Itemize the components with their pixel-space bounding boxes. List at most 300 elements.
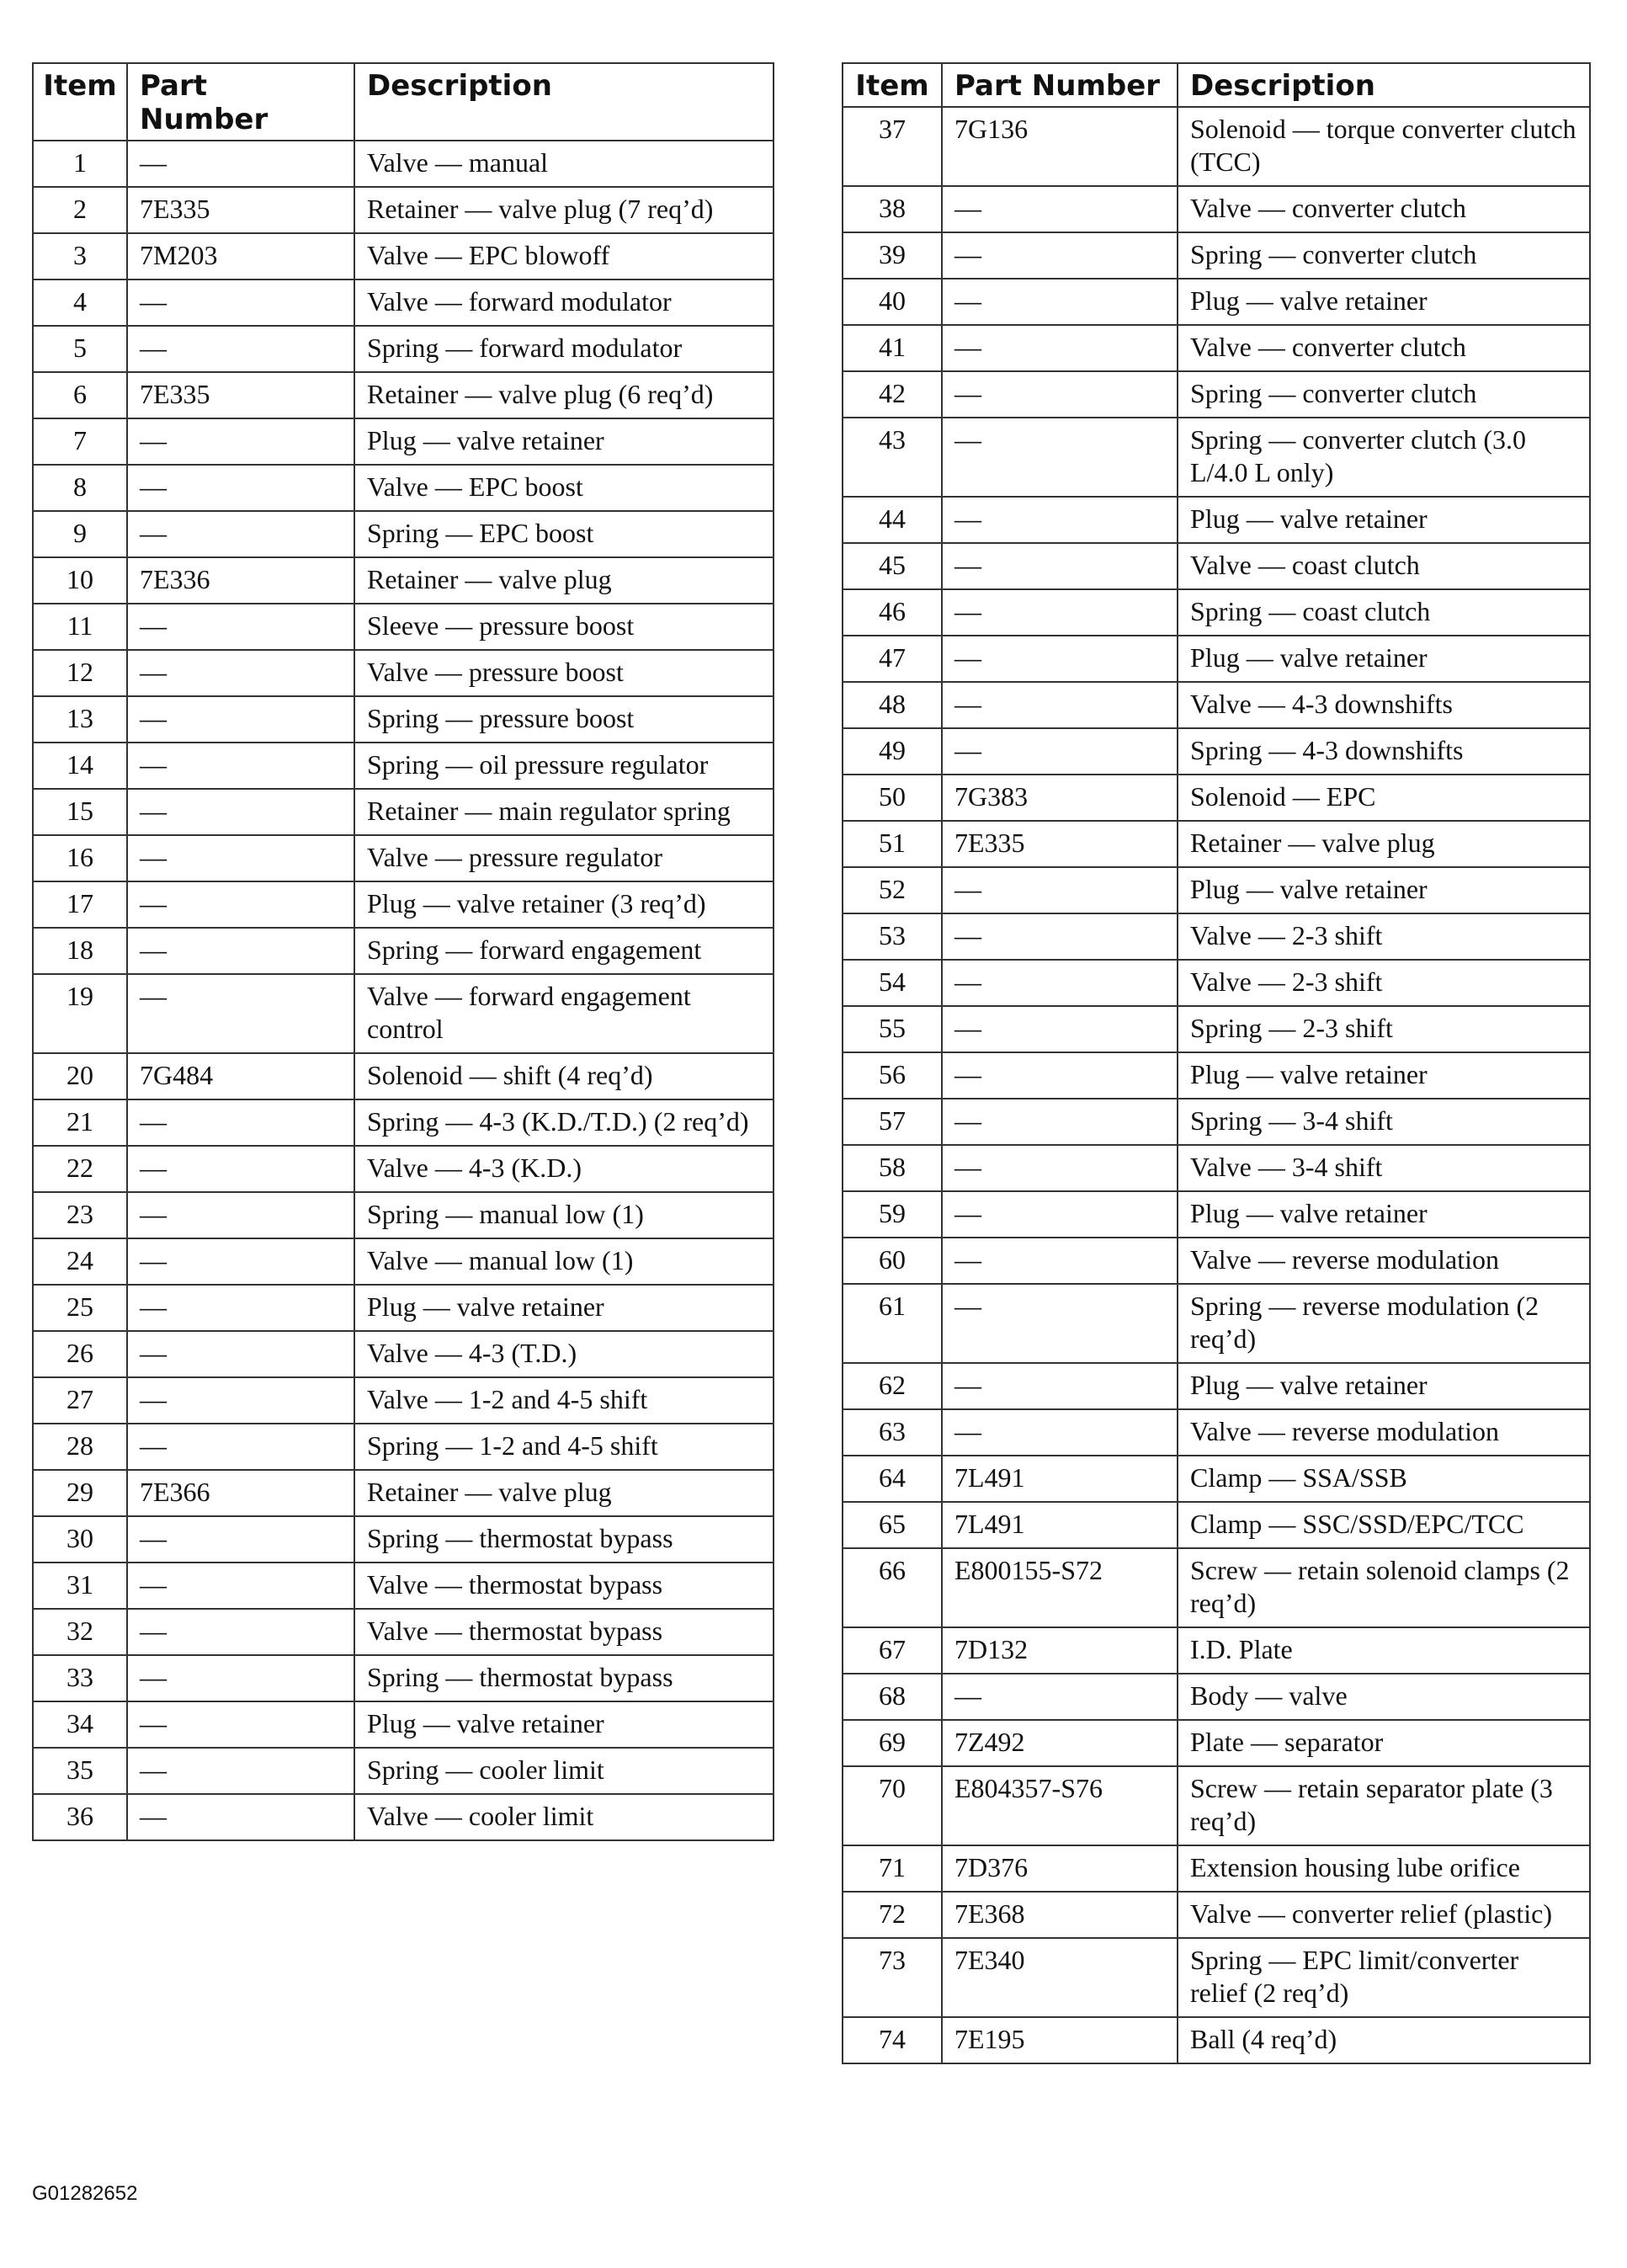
part-number-cell: — bbox=[127, 141, 354, 187]
table-row bbox=[843, 1409, 1590, 1456]
item-cell: 61 bbox=[843, 1284, 942, 1363]
description-cell: Retainer — valve plug bbox=[354, 1470, 774, 1516]
item-cell: 31 bbox=[33, 1563, 127, 1609]
part-number-cell: — bbox=[127, 743, 354, 789]
table-body-left bbox=[33, 141, 774, 1840]
table-row bbox=[33, 326, 774, 372]
description-cell: Solenoid — shift (4 req’d) bbox=[354, 1053, 774, 1099]
table-row bbox=[843, 1845, 1590, 1892]
description-cell: Retainer — main regulator spring bbox=[354, 789, 774, 835]
item-cell: 47 bbox=[843, 636, 942, 682]
item-cell: 6 bbox=[33, 372, 127, 418]
item-cell: 14 bbox=[33, 743, 127, 789]
part-number-cell: — bbox=[127, 604, 354, 650]
item-cell: 21 bbox=[33, 1099, 127, 1146]
part-number-cell: — bbox=[127, 1192, 354, 1238]
part-number-cell: 7E366 bbox=[127, 1470, 354, 1516]
description-cell: Spring — EPC limit/converter relief (2 req’d) bbox=[1178, 1938, 1590, 2017]
description-cell: Clamp — SSC/SSD/EPC/TCC bbox=[1178, 1502, 1590, 1548]
item-cell: 32 bbox=[33, 1609, 127, 1655]
item-cell: 37 bbox=[843, 107, 942, 186]
description-cell: Solenoid — EPC bbox=[1178, 775, 1590, 821]
description-cell: Solenoid — torque converter clutch (TCC) bbox=[1178, 107, 1590, 186]
description-cell: Plug — valve retainer (3 req’d) bbox=[354, 881, 774, 928]
table-row bbox=[843, 418, 1590, 497]
description-cell: Valve — reverse modulation bbox=[1178, 1409, 1590, 1456]
table-row bbox=[843, 186, 1590, 232]
description-cell: Spring — converter clutch bbox=[1178, 232, 1590, 279]
description-cell: Valve — 3-4 shift bbox=[1178, 1145, 1590, 1191]
table-row bbox=[33, 835, 774, 881]
part-number-cell: — bbox=[942, 418, 1178, 497]
description-cell: Spring — cooler limit bbox=[354, 1748, 774, 1794]
description-cell: Valve — pressure boost bbox=[354, 650, 774, 696]
table-row bbox=[843, 1191, 1590, 1238]
item-cell: 11 bbox=[33, 604, 127, 650]
item-cell: 64 bbox=[843, 1456, 942, 1502]
part-number-cell: — bbox=[127, 974, 354, 1053]
parts-table-right bbox=[842, 62, 1591, 2064]
part-number-cell: — bbox=[942, 497, 1178, 543]
item-cell: 48 bbox=[843, 682, 942, 728]
item-cell: 3 bbox=[33, 233, 127, 280]
description-cell: Spring — 2-3 shift bbox=[1178, 1006, 1590, 1052]
table-row bbox=[843, 325, 1590, 371]
description-cell: Screw — retain solenoid clamps (2 req’d) bbox=[1178, 1548, 1590, 1627]
item-cell: 71 bbox=[843, 1845, 942, 1892]
item-cell: 9 bbox=[33, 511, 127, 557]
item-cell: 54 bbox=[843, 960, 942, 1006]
part-number-cell: — bbox=[127, 1516, 354, 1563]
header-description: Description bbox=[1178, 63, 1590, 107]
description-cell: Plug — valve retainer bbox=[1178, 636, 1590, 682]
item-cell: 19 bbox=[33, 974, 127, 1053]
table-row bbox=[33, 1146, 774, 1192]
description-cell: Retainer — valve plug bbox=[354, 557, 774, 604]
description-cell: Valve — EPC boost bbox=[354, 465, 774, 511]
part-number-cell: — bbox=[942, 232, 1178, 279]
table-row bbox=[843, 497, 1590, 543]
table-row bbox=[843, 2017, 1590, 2063]
table-row bbox=[843, 913, 1590, 960]
part-number-cell: 7E368 bbox=[942, 1892, 1178, 1938]
table-row bbox=[33, 511, 774, 557]
item-cell: 72 bbox=[843, 1892, 942, 1938]
table-row bbox=[843, 1099, 1590, 1145]
part-number-cell: — bbox=[942, 1674, 1178, 1720]
table-row bbox=[843, 1766, 1590, 1845]
part-number-cell: — bbox=[127, 1655, 354, 1701]
description-cell: Plug — valve retainer bbox=[354, 418, 774, 465]
table-row bbox=[843, 1238, 1590, 1284]
table-row bbox=[33, 1331, 774, 1377]
part-number-cell: — bbox=[127, 1377, 354, 1424]
item-cell: 13 bbox=[33, 696, 127, 743]
description-cell: Plug — valve retainer bbox=[354, 1285, 774, 1331]
table-row bbox=[33, 372, 774, 418]
parts-table-left bbox=[32, 62, 774, 1841]
table-row bbox=[33, 280, 774, 326]
item-cell: 38 bbox=[843, 186, 942, 232]
table-row bbox=[843, 279, 1590, 325]
table-row bbox=[33, 1655, 774, 1701]
description-cell: Valve — 2-3 shift bbox=[1178, 960, 1590, 1006]
part-number-cell: — bbox=[942, 325, 1178, 371]
description-cell: Extension housing lube orifice bbox=[1178, 1845, 1590, 1892]
part-number-cell: — bbox=[127, 465, 354, 511]
part-number-cell: 7G383 bbox=[942, 775, 1178, 821]
description-cell: Retainer — valve plug bbox=[1178, 821, 1590, 867]
part-number-cell: — bbox=[942, 1409, 1178, 1456]
table-row bbox=[843, 636, 1590, 682]
description-cell: Plug — valve retainer bbox=[1178, 867, 1590, 913]
item-cell: 60 bbox=[843, 1238, 942, 1284]
part-number-cell: — bbox=[127, 1285, 354, 1331]
table-row bbox=[33, 418, 774, 465]
table-row bbox=[33, 1701, 774, 1748]
description-cell: Spring — oil pressure regulator bbox=[354, 743, 774, 789]
description-cell: Spring — 4-3 (K.D./T.D.) (2 req’d) bbox=[354, 1099, 774, 1146]
description-cell: Spring — 1-2 and 4-5 shift bbox=[354, 1424, 774, 1470]
table-row bbox=[843, 1284, 1590, 1363]
header-part-number: Part Number bbox=[942, 63, 1178, 107]
table-row bbox=[33, 974, 774, 1053]
description-cell: Valve — converter clutch bbox=[1178, 186, 1590, 232]
item-cell: 5 bbox=[33, 326, 127, 372]
item-cell: 26 bbox=[33, 1331, 127, 1377]
part-number-cell: E800155-S72 bbox=[942, 1548, 1178, 1627]
table-header-row bbox=[33, 63, 774, 141]
table-row bbox=[33, 1516, 774, 1563]
item-cell: 44 bbox=[843, 497, 942, 543]
part-number-cell: — bbox=[127, 650, 354, 696]
part-number-cell: — bbox=[942, 371, 1178, 418]
table-row bbox=[843, 1720, 1590, 1766]
item-cell: 8 bbox=[33, 465, 127, 511]
part-number-cell: — bbox=[942, 960, 1178, 1006]
part-number-cell: — bbox=[127, 1331, 354, 1377]
header-part-number: Part Number bbox=[127, 63, 354, 141]
item-cell: 58 bbox=[843, 1145, 942, 1191]
part-number-cell: — bbox=[127, 1424, 354, 1470]
table-row bbox=[843, 960, 1590, 1006]
part-number-cell: — bbox=[942, 636, 1178, 682]
table-row bbox=[33, 743, 774, 789]
item-cell: 62 bbox=[843, 1363, 942, 1409]
part-number-cell: 7E195 bbox=[942, 2017, 1178, 2063]
description-cell: Ball (4 req’d) bbox=[1178, 2017, 1590, 2063]
part-number-cell: — bbox=[127, 418, 354, 465]
description-cell: Spring — pressure boost bbox=[354, 696, 774, 743]
part-number-cell: — bbox=[942, 589, 1178, 636]
part-number-cell: 7M203 bbox=[127, 233, 354, 280]
item-cell: 69 bbox=[843, 1720, 942, 1766]
item-cell: 7 bbox=[33, 418, 127, 465]
description-cell: Valve — 4-3 downshifts bbox=[1178, 682, 1590, 728]
description-cell: Valve — manual low (1) bbox=[354, 1238, 774, 1285]
description-cell: Valve — coast clutch bbox=[1178, 543, 1590, 589]
item-cell: 68 bbox=[843, 1674, 942, 1720]
item-cell: 22 bbox=[33, 1146, 127, 1192]
item-cell: 59 bbox=[843, 1191, 942, 1238]
description-cell: Plug — valve retainer bbox=[1178, 1052, 1590, 1099]
part-number-cell: — bbox=[942, 1238, 1178, 1284]
item-cell: 18 bbox=[33, 928, 127, 974]
part-number-cell: — bbox=[942, 1099, 1178, 1145]
item-cell: 27 bbox=[33, 1377, 127, 1424]
description-cell: Plug — valve retainer bbox=[354, 1701, 774, 1748]
table-row bbox=[843, 589, 1590, 636]
item-cell: 49 bbox=[843, 728, 942, 775]
part-number-cell: — bbox=[127, 1146, 354, 1192]
part-number-cell: 7E335 bbox=[942, 821, 1178, 867]
description-cell: Valve — forward modulator bbox=[354, 280, 774, 326]
table-row bbox=[33, 650, 774, 696]
table-row bbox=[33, 141, 774, 187]
table-row bbox=[33, 1470, 774, 1516]
part-number-cell: 7G136 bbox=[942, 107, 1178, 186]
description-cell: Spring — forward modulator bbox=[354, 326, 774, 372]
part-number-cell: 7E335 bbox=[127, 187, 354, 233]
description-cell: Spring — converter clutch bbox=[1178, 371, 1590, 418]
item-cell: 12 bbox=[33, 650, 127, 696]
description-cell: Valve — reverse modulation bbox=[1178, 1238, 1590, 1284]
description-cell: Valve — pressure regulator bbox=[354, 835, 774, 881]
part-number-cell: — bbox=[127, 326, 354, 372]
table-row bbox=[33, 1238, 774, 1285]
part-number-cell: 7D132 bbox=[942, 1627, 1178, 1674]
description-cell: Spring — forward engagement bbox=[354, 928, 774, 974]
table-row bbox=[33, 557, 774, 604]
table-row bbox=[33, 1609, 774, 1655]
item-cell: 67 bbox=[843, 1627, 942, 1674]
table-row bbox=[33, 233, 774, 280]
table-row bbox=[843, 1052, 1590, 1099]
item-cell: 30 bbox=[33, 1516, 127, 1563]
description-cell: Spring — thermostat bypass bbox=[354, 1516, 774, 1563]
part-number-cell: 7E335 bbox=[127, 372, 354, 418]
part-number-cell: — bbox=[942, 186, 1178, 232]
part-number-cell: — bbox=[127, 1748, 354, 1794]
description-cell: Spring — reverse modulation (2 req’d) bbox=[1178, 1284, 1590, 1363]
description-cell: Spring — manual low (1) bbox=[354, 1192, 774, 1238]
table-header-row bbox=[843, 63, 1590, 107]
part-number-cell: — bbox=[942, 1052, 1178, 1099]
item-cell: 34 bbox=[33, 1701, 127, 1748]
part-number-cell: E804357-S76 bbox=[942, 1766, 1178, 1845]
description-cell: Sleeve — pressure boost bbox=[354, 604, 774, 650]
part-number-cell: — bbox=[942, 1284, 1178, 1363]
item-cell: 73 bbox=[843, 1938, 942, 2017]
part-number-cell: — bbox=[127, 1563, 354, 1609]
item-cell: 39 bbox=[843, 232, 942, 279]
description-cell: Body — valve bbox=[1178, 1674, 1590, 1720]
description-cell: Plug — valve retainer bbox=[1178, 497, 1590, 543]
part-number-cell: — bbox=[942, 1006, 1178, 1052]
part-number-cell: — bbox=[127, 1238, 354, 1285]
item-cell: 46 bbox=[843, 589, 942, 636]
table-row bbox=[33, 1563, 774, 1609]
part-number-cell: — bbox=[942, 543, 1178, 589]
item-cell: 51 bbox=[843, 821, 942, 867]
description-cell: Spring — converter clutch (3.0 L/4.0 L only) bbox=[1178, 418, 1590, 497]
part-number-cell: — bbox=[127, 789, 354, 835]
table-row bbox=[33, 1099, 774, 1146]
part-number-cell: 7G484 bbox=[127, 1053, 354, 1099]
description-cell: Valve — 1-2 and 4-5 shift bbox=[354, 1377, 774, 1424]
description-cell: Plug — valve retainer bbox=[1178, 1191, 1590, 1238]
part-number-cell: — bbox=[127, 696, 354, 743]
item-cell: 23 bbox=[33, 1192, 127, 1238]
item-cell: 20 bbox=[33, 1053, 127, 1099]
item-cell: 56 bbox=[843, 1052, 942, 1099]
header-item: Item bbox=[33, 63, 127, 141]
table-row bbox=[843, 867, 1590, 913]
table-row bbox=[843, 107, 1590, 186]
table-row bbox=[33, 604, 774, 650]
description-cell: Valve — thermostat bypass bbox=[354, 1563, 774, 1609]
table-row bbox=[843, 1892, 1590, 1938]
item-cell: 50 bbox=[843, 775, 942, 821]
table-row bbox=[33, 881, 774, 928]
description-cell: Spring — 3-4 shift bbox=[1178, 1099, 1590, 1145]
table-row bbox=[843, 682, 1590, 728]
item-cell: 66 bbox=[843, 1548, 942, 1627]
part-number-cell: — bbox=[127, 280, 354, 326]
description-cell: Plug — valve retainer bbox=[1178, 279, 1590, 325]
part-number-cell: — bbox=[127, 1794, 354, 1840]
description-cell: Valve — manual bbox=[354, 141, 774, 187]
table-row bbox=[33, 1192, 774, 1238]
table-row bbox=[843, 1502, 1590, 1548]
table-row bbox=[33, 696, 774, 743]
description-cell: Spring — 4-3 downshifts bbox=[1178, 728, 1590, 775]
item-cell: 40 bbox=[843, 279, 942, 325]
part-number-cell: — bbox=[127, 881, 354, 928]
part-number-cell: 7L491 bbox=[942, 1502, 1178, 1548]
item-cell: 36 bbox=[33, 1794, 127, 1840]
item-cell: 4 bbox=[33, 280, 127, 326]
item-cell: 29 bbox=[33, 1470, 127, 1516]
part-number-cell: — bbox=[942, 279, 1178, 325]
item-cell: 63 bbox=[843, 1409, 942, 1456]
table-row bbox=[33, 1748, 774, 1794]
part-number-cell: — bbox=[127, 928, 354, 974]
table-row bbox=[843, 821, 1590, 867]
part-number-cell: — bbox=[942, 867, 1178, 913]
part-number-cell: — bbox=[942, 682, 1178, 728]
item-cell: 16 bbox=[33, 835, 127, 881]
description-cell: Valve — thermostat bypass bbox=[354, 1609, 774, 1655]
item-cell: 70 bbox=[843, 1766, 942, 1845]
table-row bbox=[33, 465, 774, 511]
item-cell: 55 bbox=[843, 1006, 942, 1052]
table-row bbox=[843, 232, 1590, 279]
description-cell: Retainer — valve plug (6 req’d) bbox=[354, 372, 774, 418]
part-number-cell: — bbox=[942, 728, 1178, 775]
part-number-cell: 7E340 bbox=[942, 1938, 1178, 2017]
header-item: Item bbox=[843, 63, 942, 107]
item-cell: 42 bbox=[843, 371, 942, 418]
description-cell: Spring — EPC boost bbox=[354, 511, 774, 557]
table-row bbox=[843, 1456, 1590, 1502]
item-cell: 53 bbox=[843, 913, 942, 960]
description-cell: Valve — 4-3 (K.D.) bbox=[354, 1146, 774, 1192]
table-row bbox=[843, 1145, 1590, 1191]
item-cell: 65 bbox=[843, 1502, 942, 1548]
description-cell: Valve — 4-3 (T.D.) bbox=[354, 1331, 774, 1377]
table-row bbox=[33, 1053, 774, 1099]
item-cell: 25 bbox=[33, 1285, 127, 1331]
item-cell: 2 bbox=[33, 187, 127, 233]
part-number-cell: — bbox=[127, 1701, 354, 1748]
part-number-cell: — bbox=[942, 913, 1178, 960]
part-number-cell: — bbox=[942, 1363, 1178, 1409]
table-row bbox=[33, 789, 774, 835]
description-cell: I.D. Plate bbox=[1178, 1627, 1590, 1674]
description-cell: Valve — 2-3 shift bbox=[1178, 913, 1590, 960]
item-cell: 17 bbox=[33, 881, 127, 928]
table-row bbox=[843, 1548, 1590, 1627]
table-row bbox=[33, 1285, 774, 1331]
table-row bbox=[33, 1794, 774, 1840]
table-body-right bbox=[843, 107, 1590, 2063]
part-number-cell: — bbox=[127, 835, 354, 881]
part-number-cell: 7L491 bbox=[942, 1456, 1178, 1502]
item-cell: 41 bbox=[843, 325, 942, 371]
description-cell: Valve — converter relief (plastic) bbox=[1178, 1892, 1590, 1938]
table-row bbox=[843, 543, 1590, 589]
part-number-cell: 7Z492 bbox=[942, 1720, 1178, 1766]
table-row bbox=[843, 371, 1590, 418]
table-row bbox=[843, 1674, 1590, 1720]
description-cell: Valve — forward engagement control bbox=[354, 974, 774, 1053]
item-cell: 57 bbox=[843, 1099, 942, 1145]
item-cell: 24 bbox=[33, 1238, 127, 1285]
description-cell: Valve — EPC blowoff bbox=[354, 233, 774, 280]
header-description: Description bbox=[354, 63, 774, 141]
item-cell: 74 bbox=[843, 2017, 942, 2063]
description-cell: Valve — converter clutch bbox=[1178, 325, 1590, 371]
part-number-cell: — bbox=[942, 1145, 1178, 1191]
table-row bbox=[843, 1006, 1590, 1052]
table-row bbox=[843, 728, 1590, 775]
table-row bbox=[843, 1938, 1590, 2017]
item-cell: 28 bbox=[33, 1424, 127, 1470]
item-cell: 10 bbox=[33, 557, 127, 604]
description-cell: Spring — coast clutch bbox=[1178, 589, 1590, 636]
item-cell: 1 bbox=[33, 141, 127, 187]
item-cell: 52 bbox=[843, 867, 942, 913]
item-cell: 45 bbox=[843, 543, 942, 589]
description-cell: Screw — retain separator plate (3 req’d) bbox=[1178, 1766, 1590, 1845]
item-cell: 33 bbox=[33, 1655, 127, 1701]
table-row bbox=[33, 187, 774, 233]
table-row bbox=[33, 1424, 774, 1470]
item-cell: 35 bbox=[33, 1748, 127, 1794]
description-cell: Clamp — SSA/SSB bbox=[1178, 1456, 1590, 1502]
table-row bbox=[843, 1627, 1590, 1674]
description-cell: Plate — separator bbox=[1178, 1720, 1590, 1766]
part-number-cell: — bbox=[127, 1609, 354, 1655]
description-cell: Retainer — valve plug (7 req’d) bbox=[354, 187, 774, 233]
table-row bbox=[33, 928, 774, 974]
description-cell: Valve — cooler limit bbox=[354, 1794, 774, 1840]
item-cell: 15 bbox=[33, 789, 127, 835]
table-row bbox=[33, 1377, 774, 1424]
description-cell: Spring — thermostat bypass bbox=[354, 1655, 774, 1701]
part-number-cell: — bbox=[127, 1099, 354, 1146]
